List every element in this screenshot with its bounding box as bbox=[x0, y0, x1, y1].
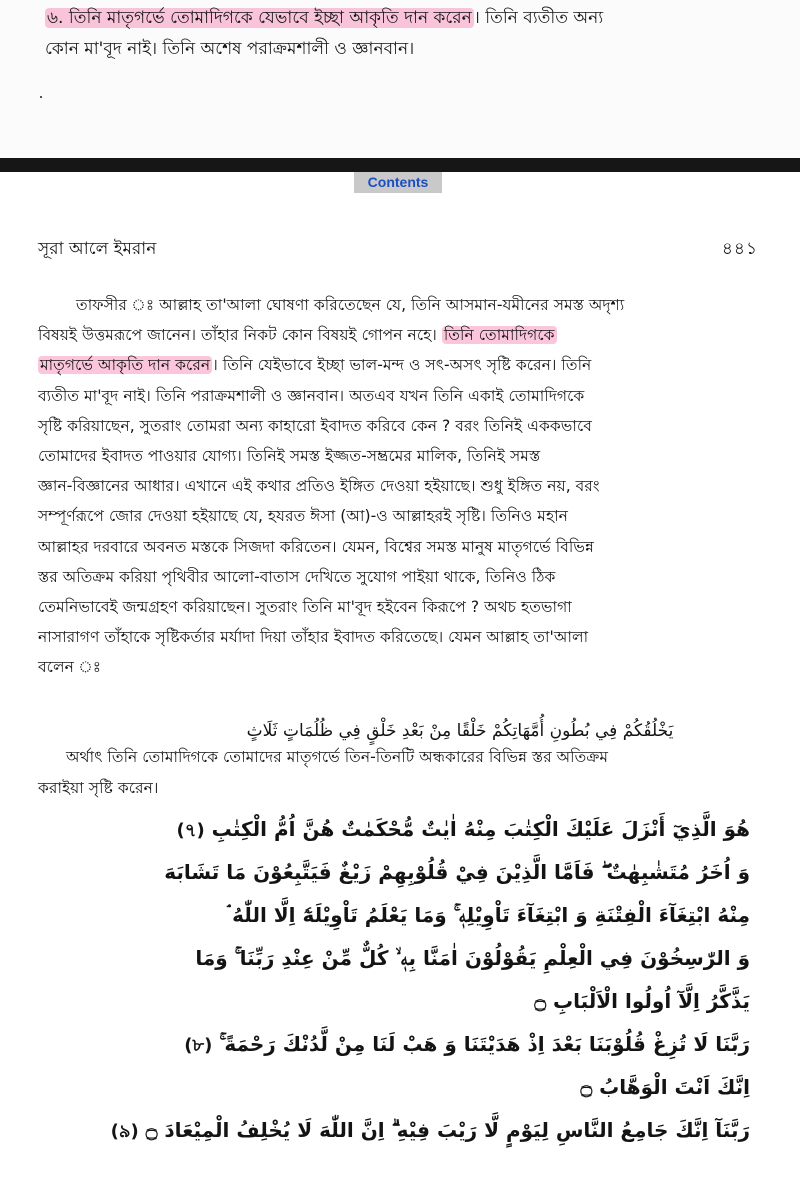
verse-text: هُوَ الَّذِيٓ أَنْزَلَ عَلَيْكَ الْكِتٰبَ مِنْهُ اٰيٰتٌ مُّحْكَمٰتٌ هُنَّ اُمُّ الْكِتٰبِ bbox=[211, 817, 750, 841]
meaning-line: করাইয়া সৃষ্টি করেন। bbox=[38, 779, 159, 797]
tafsir-line: তোমাদের ইবাদত পাওয়ার যোগ্য। তিনিই সমস্ত ইজ্জত-সম্ভ্রমের মালিক, তিনিই সমস্ত bbox=[38, 446, 541, 465]
verse-line: يَذَّكَّرُ اِلَّآ اُولُوا الْاَلْبَابِ ۝ bbox=[534, 989, 750, 1013]
tafsir-paragraph bbox=[38, 290, 760, 682]
tafsir-line: জ্ঞান-বিজ্ঞানের আধার। এখানে এই কথার প্রতিও ইঙ্গিত দেওয়া হইয়াছে। শুধু ইঙ্গিত নয়, বরং bbox=[38, 477, 600, 496]
tafsir-line: নাসারাগণ তাঁহাকে সৃষ্টিকর্তার মর্যাদা দিয়া তাঁহার ইবাদত করিতেছে। যেমন আল্লাহ তা'আলা bbox=[38, 628, 589, 647]
tafsir-line: ব্যতীত মা'বূদ নাই। তিনি পরাক্রমশালী ও জ্ঞানবান। অতএব যখন তিনি একাই তোমাদিগকে bbox=[38, 386, 585, 405]
verse-7 bbox=[80, 808, 750, 1023]
prev-line-2: কোন মা'বূদ নাই। তিনি অশেষ পরাক্রমশালী ও জ্ঞানবান। bbox=[45, 39, 415, 59]
verse-line bbox=[80, 1023, 750, 1066]
verse-number: (৮) bbox=[184, 1035, 213, 1056]
verse-line: وَ اُخَرُ مُتَشٰبِهٰتٌ ۖ فَاَمَّا الَّذِيْنَ فِيْ قُلُوْبِهِمْ زَيْغٌ فَيَتَّبِعُوْنَ مَا تَشَابَهَ bbox=[164, 860, 750, 884]
verse-9 bbox=[80, 1109, 750, 1152]
page-number: ৪৪১ bbox=[721, 239, 758, 259]
contents-button[interactable]: Contents bbox=[354, 172, 442, 193]
verse-number: (৯) bbox=[110, 1121, 139, 1142]
surah-title: সূরা আলে ইমরান bbox=[38, 239, 157, 259]
tafsir-line: তাফসীর ঃ আল্লাহ তা'আলা ঘোষণা করিতেছেন যে, তিনি আসমান-যমীনের সমস্ত অদৃশ্য bbox=[76, 296, 625, 314]
highlighted-text: ৬. তিনি মাতৃগর্ভে তোমাদিগকে যেভাবে ইচ্ছা আকৃতি দান করেন bbox=[47, 8, 472, 28]
verse-text: رَبَّنَا لَا تُزِغْ قُلُوْبَنَا بَعْدَ اِذْ هَدَيْتَنَا وَ هَبْ لَنَا مِنْ لَّدُنْكَ رَحْمَةً ۚ bbox=[219, 1032, 750, 1056]
prev-line-1 bbox=[45, 3, 765, 33]
highlighted-text: মাতৃগর্ভে আকৃতি দান করেন bbox=[40, 356, 211, 375]
tafsir-line: স্তর অতিক্রম করিয়া পৃথিবীর আলো-বাতাস দেখিতে সুযোগ পাইয়া থাকে, তিনিও ঠিক bbox=[38, 567, 556, 586]
previous-page-fragment bbox=[0, 0, 800, 158]
tafsir-text: । তিনি যেইভাবে ইচ্ছা ভাল-মন্দ ও সৎ-অসৎ সৃষ্টি করেন। তিনি bbox=[212, 356, 592, 375]
verse-line bbox=[80, 808, 750, 851]
arabic-quote: يَخْلُقُكُمْ فِي بُطُونِ أُمَّهَاتِكُمْ خَلْقًا مِنْ بَعْدِ خَلْقٍ فِي ظُلُمَاتٍ ثَلَاثٍ bbox=[246, 721, 674, 741]
tafsir-line bbox=[38, 320, 760, 350]
quran-verses bbox=[80, 808, 750, 1152]
highlighted-text: তিনি তোমাদিগকে bbox=[443, 326, 555, 345]
verse-8 bbox=[80, 1023, 750, 1109]
verse-line: مِنْهُ ابْتِغَآءَ الْفِتْنَةِ وَ ابْتِغَآءَ تَاْوِيْلِهٖ ۚ وَمَا يَعْلَمُ تَاْوِيْلَهٗٓ اِلَّا اللّٰهُ ۘ bbox=[227, 903, 750, 927]
meaning-paragraph bbox=[38, 742, 760, 804]
tafsir-line: বলেন ঃ bbox=[38, 658, 102, 677]
scan-speck bbox=[40, 96, 42, 98]
tafsir-text: বিষয়ই উত্তমরূপে জানেন। তাঁহার নিকট কোন বিষয়ই গোপন নহে। bbox=[38, 326, 442, 345]
meaning-line: অর্থাৎ তিনি তোমাদিগকে তোমাদের মাতৃগর্ভে তিন-তিনটি অন্ধকারের বিভিন্ন স্তর অতিক্রম bbox=[66, 748, 609, 766]
verse-number: (৭) bbox=[176, 820, 205, 841]
verse-line: اِنَّكَ اَنْتَ الْوَهَّابُ ۝ bbox=[580, 1075, 750, 1099]
verse-line: وَ الرّٰسِخُوْنَ فِي الْعِلْمِ يَقُوْلُوْنَ اٰمَنَّا بِهٖ ۙ كُلٌّ مِّنْ عِنْدِ رَبِّنَا ۚ وَمَا bbox=[195, 946, 750, 970]
tafsir-line: আল্লাহর দরবারে অবনত মস্তকে সিজদা করিতেন। যেমন, বিশ্বের সমস্ত মানুষ মাতৃগর্ভে বিভিন্ন bbox=[38, 537, 594, 556]
page-header bbox=[38, 236, 758, 266]
verse-line bbox=[80, 1109, 750, 1152]
tafsir-line bbox=[38, 350, 760, 380]
tafsir-line: সৃষ্টি করিয়াছেন, সুতরাং তোমরা অন্য কাহারো ইবাদত করিবে কেন ? বরং তিনিই এককভাবে bbox=[38, 416, 592, 435]
tafsir-line: তেমনিভাবেই জন্মগ্রহণ করিয়াছেন। সুতরাং তিনি মা'বূদ হইবেন কিরূপে ? অথচ হতভাগা bbox=[38, 597, 572, 616]
page-divider bbox=[0, 158, 800, 172]
prev-line-1-rest: । তিনি ব্যতীত অন্য bbox=[473, 8, 604, 28]
tafsir-line: সম্পূর্ণরূপে জোর দেওয়া হইয়াছে যে, হযরত ঈসা (আ)-ও আল্লাহরই সৃষ্টি। তিনিও মহান bbox=[38, 507, 568, 526]
verse-text: رَبَّنَآ اِنَّكَ جَامِعُ النَّاسِ لِيَوْمٍ لَّا رَيْبَ فِيْهِ ۗ اِنَّ اللّٰهَ لَا يُخْلِفُ الْمِيْعَادَ ۝ bbox=[145, 1118, 750, 1142]
